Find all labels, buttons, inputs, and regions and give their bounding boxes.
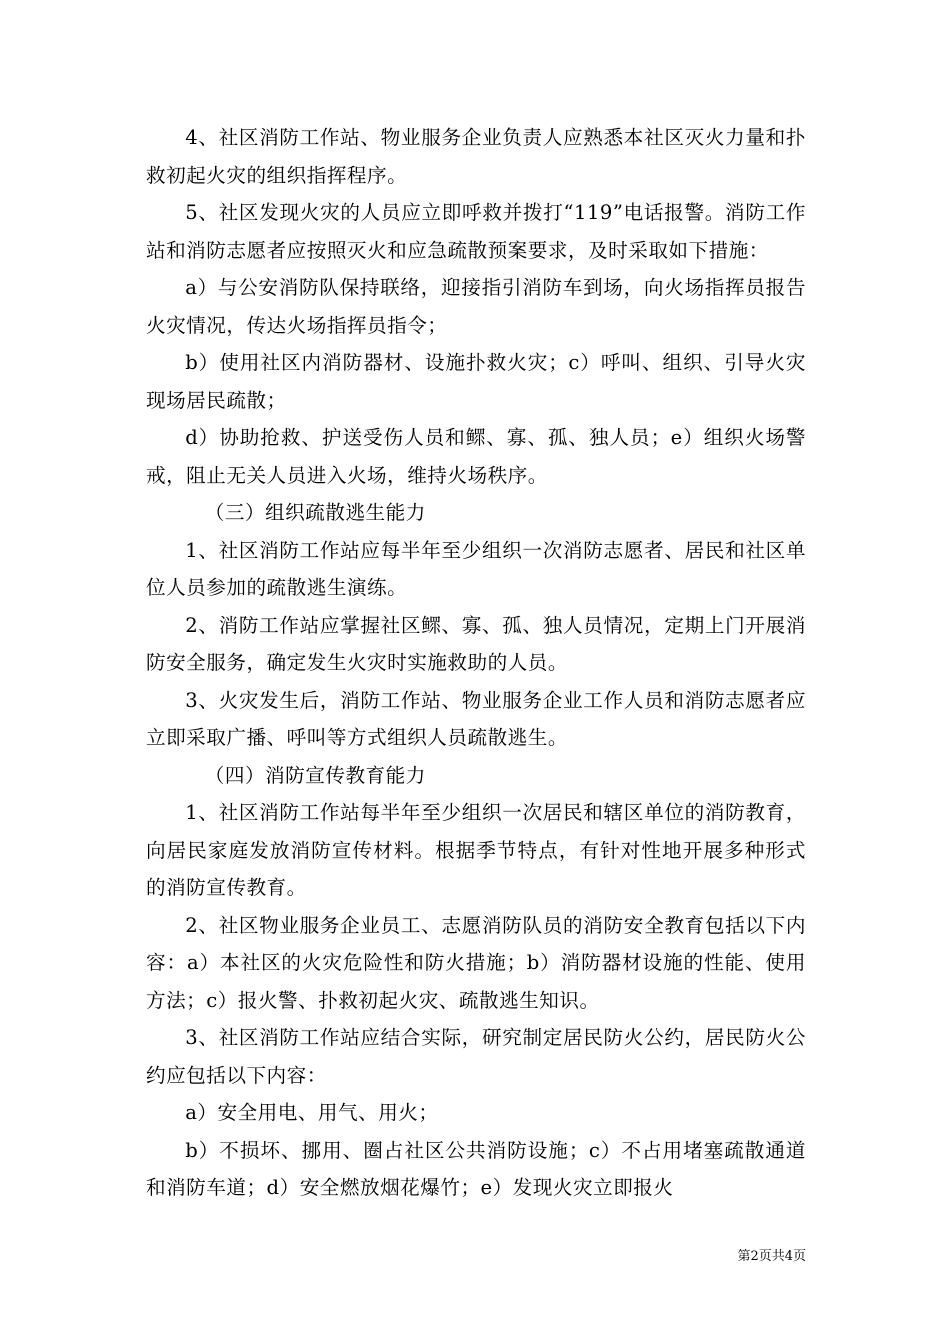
section-heading-evacuation: （三）组织疏散逃生能力 <box>204 501 426 524</box>
paragraph-convention-b-e: b）不损坏、挪用、圈占社区公共消防设施；c）不占用堵塞疏散通道和消防车道；d）安全燃放烟花爆竹；e）发现火灾立即报火 <box>146 1138 806 1199</box>
paragraph-item-4: 4、社区消防工作站、物业服务企业负责人应熟悉本社区灭火力量和扑救初起火灾的组织指挥程序。 <box>146 126 806 187</box>
page-number-footer: 第2页共4页 <box>737 1249 806 1264</box>
paragraph-evacuation-2: 2、消防工作站应掌握社区鳏、寡、孤、独人员情况，定期上门开展消防安全服务，确定发生火灾时实施救助的人员。 <box>146 613 806 674</box>
section-heading-education: （四）消防宣传教育能力 <box>204 763 426 787</box>
paragraph-evacuation-3: 3、火灾发生后，消防工作站、物业服务企业工作人员和消防志愿者应立即采取广播、呼叫等方式组织人员疏散逃生。 <box>146 688 806 749</box>
paragraph-education-2: 2、社区物业服务企业员工、志愿消防队员的消防安全教育包括以下内容：a）本社区的火灾危险性和防火措施；b）消防器材设施的性能、使用方法；c）报火警、扑救初起火灾、疏散逃生知识。 <box>146 913 806 1012</box>
body-text <box>146 119 806 1207</box>
paragraph-education-1: 1、社区消防工作站每半年至少组织一次居民和辖区单位的消防教育，向居民家庭发放消防宣传材料。根据季节特点，有针对性地开展多种形式的消防宣传教育。 <box>146 801 806 899</box>
paragraph-measure-b-c: b）使用社区内消防器材、设施扑救火灾；c）呼叫、组织、引导火灾现场居民疏散； <box>146 351 806 412</box>
paragraph-item-5: 5、社区发现火灾的人员应立即呼救并拨打“119”电话报警。消防工作站和消防志愿者应按照灭火和应急疏散预案要求，及时采取如下措施： <box>146 201 806 262</box>
paragraph-measure-a: a）与公安消防队保持联络，迎接指引消防车到场，向火场指挥员报告火灾情况，传达火场指挥员指令； <box>146 276 806 337</box>
paragraph-measure-d-e: d）协助抢救、护送受伤人员和鳏、寡、孤、独人员；e）组织火场警戒，阻止无关人员进入火场，维持火场秩序。 <box>146 426 806 487</box>
paragraph-evacuation-1: 1、社区消防工作站应每半年至少组织一次消防志愿者、居民和社区单位人员参加的疏散逃生演练。 <box>146 538 806 599</box>
paragraph-convention-a: a）安全用电、用气、用火； <box>185 1101 439 1124</box>
paragraph-education-3: 3、社区消防工作站应结合实际，研究制定居民防火公约，居民防火公约应包括以下内容： <box>146 1026 806 1087</box>
